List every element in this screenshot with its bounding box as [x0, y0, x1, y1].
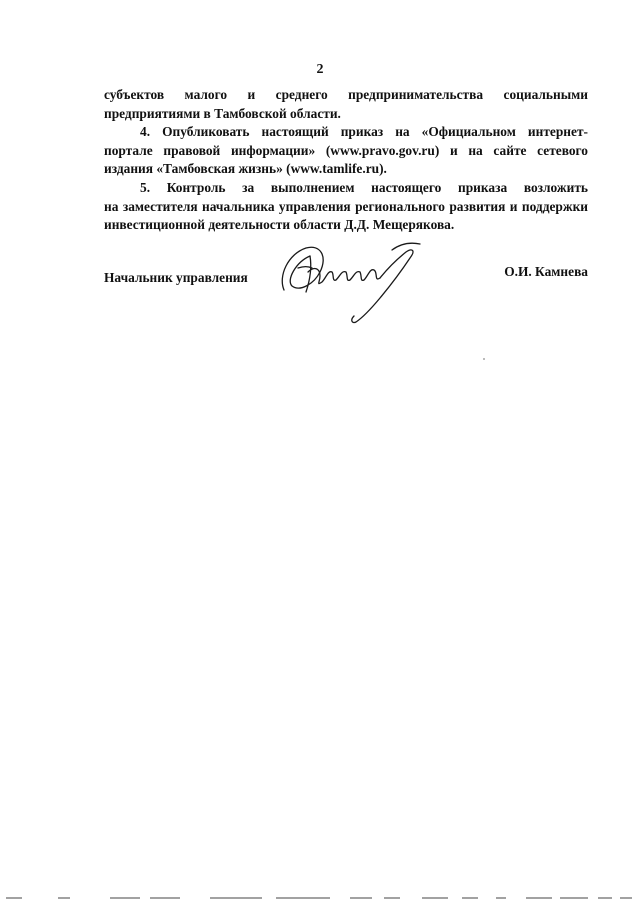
document-body [104, 86, 588, 235]
text-line: 4. Опубликовать настоящий приказ на «Официальном интернет- [140, 124, 588, 140]
text-line: 5. Контроль за выполнением настоящего приказа возложить [140, 179, 588, 195]
paragraph-item-5 [104, 179, 588, 235]
text-line: предприятиями в Тамбовской области. [104, 105, 341, 121]
page-number: 2 [316, 62, 324, 77]
text-line: на заместителя начальника управления регионального развития и поддержки [104, 198, 588, 214]
text-line: инвестиционной деятельности области Д.Д. Мещерякова. [104, 217, 455, 233]
signatory-name: О.И. Камнева [504, 264, 588, 279]
paragraph-continuation [104, 86, 588, 123]
paragraph-item-4 [104, 123, 588, 179]
handwritten-signature [270, 232, 440, 328]
signatory-role: Начальник управления [104, 270, 248, 285]
text-line: портале правовой информации» (www.pravo.gov.ru) и на сайте сетевого [104, 142, 588, 158]
text-line: субъектов малого и среднего предпринимательства социальными [104, 87, 588, 102]
scan-artifact [483, 358, 485, 360]
scan-edge-marks [0, 894, 640, 902]
text-line: издания «Тамбовская жизнь» (www.tamlife.ru). [104, 161, 387, 177]
